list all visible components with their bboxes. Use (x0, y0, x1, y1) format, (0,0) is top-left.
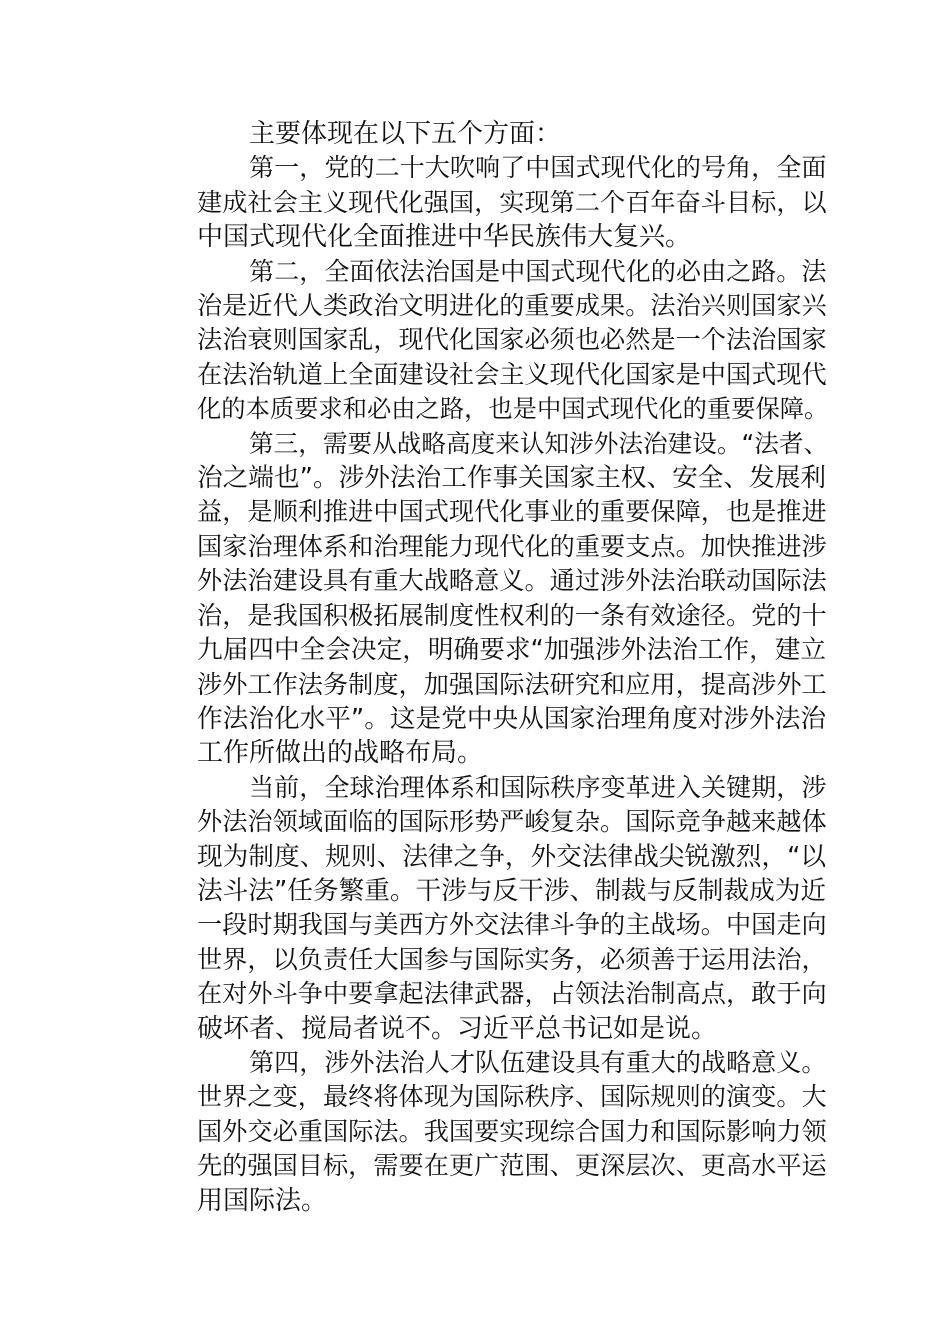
text-line: 第三，需要从战略高度来认知涉外法治建设。“法者、 (249, 428, 829, 458)
text-line: 在对外斗争中要拿起法律武器，占领法治制高点，敢于向 (197, 979, 827, 1009)
paragraph-second-point (145, 255, 829, 427)
text-line: 化的本质要求和必由之路，也是中国式现代化的重要保障。 (197, 394, 829, 424)
text-line: 法治衰则国家乱，现代化国家必须也必然是一个法治国家 (197, 325, 827, 355)
text-line: 涉外工作法务制度，加强国际法研究和应用，提高涉外工 (197, 669, 827, 699)
text-line: 治，是我国积极拓展制度性权利的一条有效途径。党的十 (197, 600, 827, 630)
text-line: 作法治化水平”。这是党中央从国家治理角度对涉外法治 (197, 703, 827, 734)
text-line: 世界之变，最终将体现为国际秩序、国际规则的演变。大 (197, 1082, 827, 1112)
text-line: 现为制度、规则、法律之争，外交法律战尖锐激烈，“以 (197, 841, 827, 872)
text-line: 第一，党的二十大吹响了中国式现代化的号角，全面 (249, 153, 827, 183)
text-line: 治是近代人类政治文明进化的重要成果。法治兴则国家兴 (197, 291, 827, 321)
text-line: 法斗法”任务繁重。干涉与反干涉、制裁与反制裁成为近 (197, 875, 827, 906)
paragraph-fourth-point (145, 1046, 825, 1218)
paragraph-third-point (145, 427, 829, 771)
text-line: 破坏者、搅局者说不。习近平总书记如是说。 (197, 1013, 718, 1044)
text-line: 先的强国目标，需要在更广范围、更深层次、更高水平运 (197, 1151, 827, 1181)
text-line: 一段时期我国与美西方外交法律斗争的主战场。中国走向 (197, 910, 827, 940)
text-line: 当前，全球治理体系和国际秩序变革进入关键期，涉 (249, 772, 827, 802)
text-line: 国外交必重国际法。我国要实现综合国力和国际影响力领 (197, 1116, 827, 1146)
text-line: 外法治领域面临的国际形势严峻复杂。国际竞争越来越体 (197, 807, 827, 837)
text-line: 第四，涉外法治人才队伍建设具有重大的战略意义。 (249, 1047, 827, 1077)
paragraph-first-point (145, 151, 825, 254)
text-line: 工作所做出的战略布局。 (197, 738, 484, 769)
text-line: 在法治轨道上全面建设社会主义现代化国家是中国式现代 (197, 359, 827, 389)
text-line: 用国际法。 (197, 1185, 328, 1216)
text-line: 治之端也”。涉外法治工作事关国家主权、安全、发展利 (197, 463, 827, 494)
text-line: 第二，全面依法治国是中国式现代化的必由之路。法 (249, 256, 827, 286)
text-line: 主要体现在以下五个方面： (249, 119, 562, 149)
text-line: 国家治理体系和治理能力现代化的重要支点。加快推进涉 (197, 531, 827, 561)
paragraph-current-situation (145, 771, 825, 1046)
text-line: 世界，以负责任大国参与国际实务，必须善于运用法治， (197, 944, 827, 974)
text-line: 建成社会主义现代化强国，实现第二个百年奋斗目标，以 (197, 187, 827, 217)
text-line: 外法治建设具有重大战略意义。通过涉外法治联动国际法 (197, 566, 827, 596)
paragraph-intro (145, 117, 825, 151)
text-line: 益，是顺利推进中国式现代化事业的重要保障，也是推进 (197, 497, 827, 527)
text-line: 九届四中全会决定，明确要求“加强涉外法治工作，建立 (197, 635, 827, 666)
document-body (145, 117, 829, 1218)
text-line: 中国式现代化全面推进中华民族伟大复兴。 (197, 222, 692, 253)
